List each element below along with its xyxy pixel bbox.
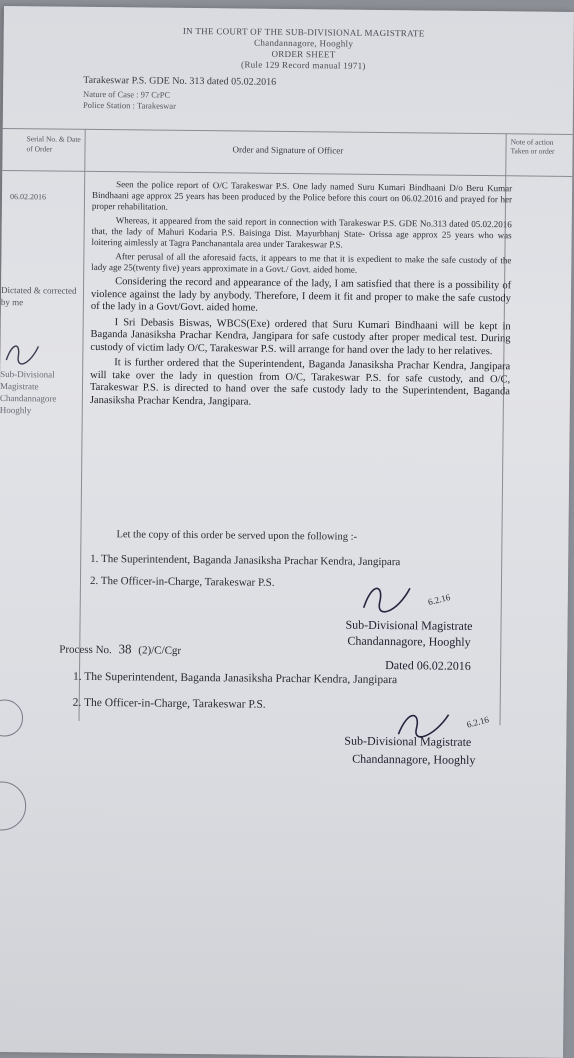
order-paragraph-3: After perusal of all the aforesaid facts, it appears to me that it is expedient to make the safe custody of the lady age 25(twenty five) years approximate in a Govt./ Govt. aided home. — [91, 251, 512, 275]
margin-stamp: Sub-Divisional Magistrate Chandannagore Hooghly — [0, 368, 57, 416]
police-station: Police Station : Tarakeswar — [82, 99, 176, 111]
signature-date-2: 6.2.16 — [465, 714, 490, 730]
process-suffix: (2)/C/Cgr — [138, 644, 182, 657]
court-place: Chandannagore, Hooghly — [254, 37, 354, 49]
signatory-title-1: Sub-Divisional Magistrate — [345, 617, 473, 633]
case-nature: Nature of Case : 97 CrPC — [83, 88, 171, 100]
signature-date-1: 6.2.16 — [426, 591, 452, 608]
signatory-title-2: Sub-Divisional Magistrate — [344, 733, 472, 749]
col-order-header: Order and Signature of Officer — [232, 144, 344, 156]
signatory-place-2: Chandannagore, Hooghly — [352, 751, 476, 767]
order-paragraph-2: Whereas, it appeared from the said report in connection with Tarakeswar P.S. GDE No.313 dated 05.02.2016 that, the lady of Mahuri Kodaria P.S. Baisinga Dist. Mayurbhanj State- Orissa age approx 25 years who was loitering aimlessly at Tagra Panchanantala area under Tarakeswar P.S. — [91, 215, 512, 250]
process-recipient-2: 2. The Officer-in-Charge, Tarakeswar P.S. — [72, 696, 266, 711]
order-body — [90, 179, 512, 414]
order-paragraph-4: Considering the record and appearance of the lady, I am satisfied that there is a possibility of violence against the lady by anybody. Therefore, I deem it fit and proper to make the safe custody of the lady in a Govt/Govt. aided home. — [90, 276, 512, 314]
officer-signature-1 — [358, 578, 418, 617]
order-paragraph-6: It is further ordered that the Superintendent, Baganda Janasiksha Prachar Kendra, Jangipara will take over the lady in question from O/C, Tarakeswar P.S. for safe custody, and O/C, Tarakeswar P.S. is directed to hand over the safe custody lady to the Superintendent, Baganda Janasiksha Prachar Kendra, Jangipara. — [89, 357, 511, 408]
margin-signature — [2, 340, 42, 366]
copy-intro: Let the copy of this order be served upon the following :- — [116, 529, 358, 543]
process-handwritten-number: 38 — [118, 641, 132, 657]
process-number — [59, 641, 181, 658]
process-label: Process No. — [59, 643, 112, 657]
copy-recipient-2: 2. The Officer-in-Charge, Tarakeswar P.S. — [89, 574, 275, 589]
process-recipient-1: 1. The Superintendent, Baganda Janasiksha Prachar Kendra, Jangipara — [72, 670, 398, 687]
signatory-place-1: Chandannagore, Hooghly — [347, 633, 471, 649]
sheet-title: ORDER SHEET — [271, 48, 336, 60]
rule-ref: (Rule 129 Record manual 1971) — [241, 59, 366, 71]
order-sheet — [0, 6, 574, 1058]
order-dated: Dated 06.02.2016 — [385, 658, 471, 673]
order-paragraph-1: Seen the police report of O/C Tarakeswar P.S. One lady named Suru Kumari Bindhaani D/o Beru Kumar Bindhaani age approx 25 years has been produced by the Police before this court on 06.02.2016 and prayed for her proper rehabilitation. — [91, 179, 513, 212]
order-paragraph-5: I Sri Debasis Biswas, WBCS(Exe) ordered that Suru Kumari Bindhaani will be kept in Baganda Janasiksha Prachar Kendra, Jangipara for safe custody after proper medical test. During custody of victim lady O/C, Tarakeswar P.S. will arrange for hand over the lady to her relatives. — [90, 316, 511, 357]
case-reference: Tarakeswar P.S. GDE No. 313 dated 05.02.2016 — [83, 74, 277, 88]
margin-note: Dictated & corrected by me — [0, 284, 77, 308]
round-seal — [0, 696, 37, 846]
copy-recipient-1: 1. The Superintendent, Baganda Janasiksha Prachar Kendra, Jangipara — [90, 552, 401, 569]
order-date: 06.02.2016 — [9, 192, 47, 202]
court-title: IN THE COURT OF THE SUB-DIVISIONAL MAGISTRATE — [182, 25, 425, 39]
col-note-header: Note of action Taken or order — [510, 137, 555, 156]
col-serial-header: Serial No. & Date of Order — [26, 134, 81, 154]
